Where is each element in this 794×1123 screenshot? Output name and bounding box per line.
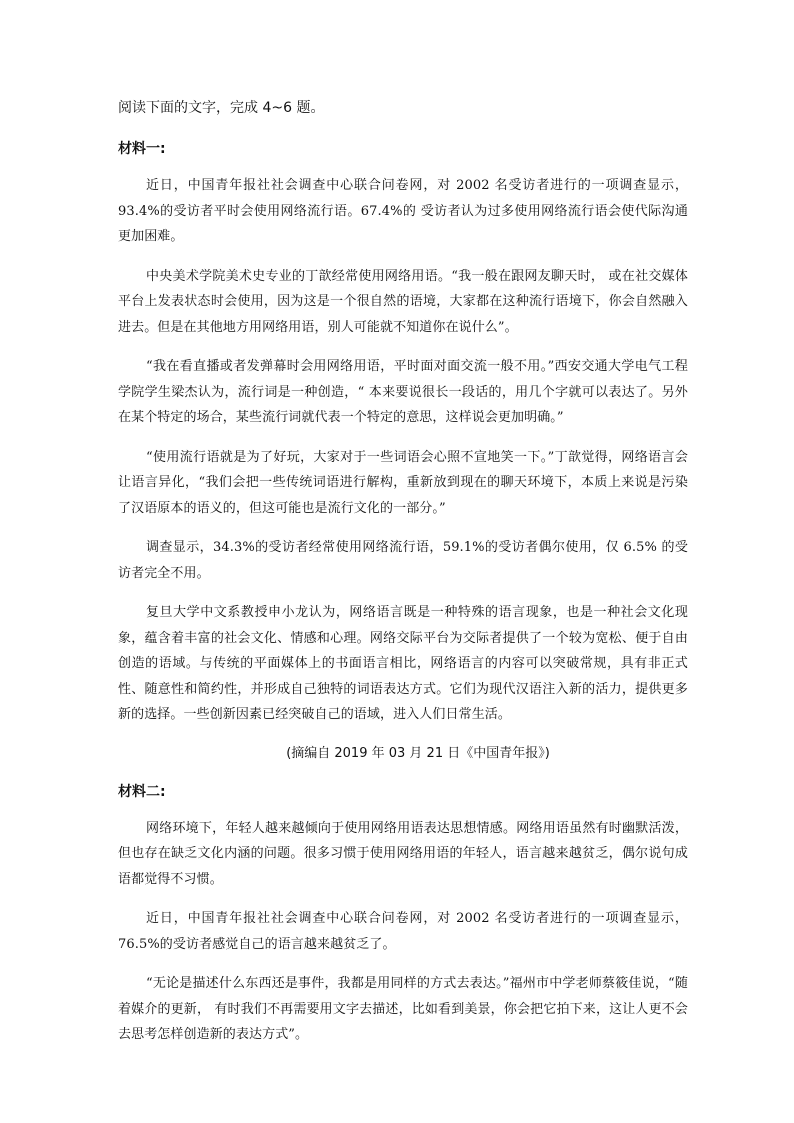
- material-1-paragraph: “使用流行语就是为了好玩，大家对于一些词语会心照不宣地笑一下。”丁歆觉得，网络语言会让语言异化，“我们会把一些传统词语进行解构，重新放到现在的聊天环境下，本质上来说是污染了汉语原本的语义的，但这可能也是流行文化的一部分。”: [118, 449, 688, 516]
- document-page: [118, 95, 688, 1062]
- material-2-heading: 材料二:: [118, 783, 166, 800]
- material-1-heading: 材料一:: [118, 141, 166, 157]
- material-1-paragraph: 复旦大学中文系教授申小龙认为，网络语言既是一种特殊的语言现象，也是一种社会文化现象，蕴含着丰富的社会文化、情感和心理。网络交际平台为交际者提供了一个较为宽松、便于自由创造的语域。与传统的平面媒体上的书面语言相比，网络语言的内容可以突破常规，具有非正式性、随意性和简约性，并形成自己独特的词语表达方式。它们为现代汉语注入新的活力，提供更多新的选择。一些创新因素已经突破自己的语域，进入人们日常生活。: [118, 605, 688, 722]
- material-1-paragraph: 调查显示，34.3%的受访者经常使用网络流行语，59.1%的受访者偶尔使用，仅 6.5% 的受访者完全不用。: [118, 540, 688, 581]
- material-2-paragraph: 网络环境下，年轻人越来越倾向于使用网络用语表达思想情感。网络用语虽然有时幽默活泼，但也存在缺乏文化内涵的问题。很多习惯于使用网络用语的年轻人，语言越来越贫乏，偶尔说句成语都觉得不习惯。: [118, 820, 688, 887]
- material-1-source: (摘编自 2019 年 03 月 21 日《中国青年报》): [286, 745, 550, 761]
- material-1-paragraph: 近日，中国青年报社社会调查中心联合问卷网，对 2002 名受访者进行的一项调查显示，93.4%的受访者平时会使用网络流行语。67.4%的 受访者认为过多使用网络流行语会使代际沟通更加困难。: [118, 178, 688, 244]
- material-2-paragraph: “无论是描述什么东西还是事件，我都是用同样的方式去表达。”福州市中学老师蔡筱佳说，“随着媒介的更新， 有时我们不再需要用文字去描述，比如看到美景，你会把它拍下来，这让人更不会去思考怎样创造新的表达方式”。: [118, 976, 688, 1042]
- material-1-paragraph: 中央美术学院美术史专业的丁歆经常使用网络用语。“我一般在跟网友聊天时， 或在社交媒体平台上发表状态时会使用，因为这是一个很自然的语境，大家都在这种流行语境下，你会自然融入进去。但是在其他地方用网络用语，别人可能就不知道你在说什么”。: [118, 268, 688, 335]
- instruction-text: 阅读下面的文字，完成 4~6 题。: [118, 100, 325, 116]
- material-1-paragraph: “我在看直播或者发弹幕时会用网络用语，平时面对面交流一般不用。”西安交通大学电气工程学院学生梁杰认为，流行词是一种创造，“ 本来要说很长一段话的，用几个字就可以表达了。另外在某个特定的场合，某些流行词就代表一个特定的意思，这样说会更加明确。”: [118, 359, 688, 425]
- material-2-paragraph: 近日，中国青年报社社会调查中心联合问卷网，对 2002 名受访者进行的一项调查显示，76.5%的受访者感觉自己的语言越来越贫乏了。: [118, 911, 688, 952]
